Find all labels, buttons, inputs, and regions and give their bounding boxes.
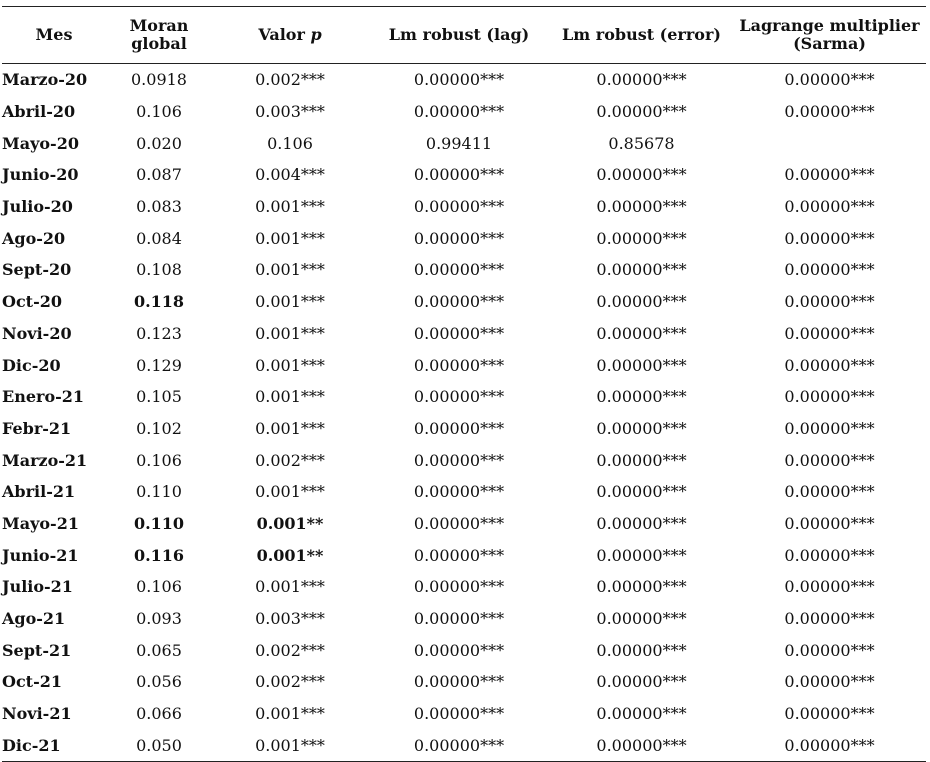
cell-moran-global: 0.106 [136,577,182,597]
cell-lm-robust-lag: 0.00000*** [413,672,505,692]
cell-lm-robust-error: 0.00000*** [596,577,687,597]
table-row [2,64,926,96]
cell-lm-robust-error: 0.00000*** [596,609,687,629]
table-row [2,698,926,730]
cell-mes: Abril-20 [2,102,76,122]
cell-lagrange-sarma: 0.00000*** [784,292,875,312]
cell-lm-robust-lag: 0.00000*** [413,545,505,565]
cell-moran-global: 0.084 [136,228,182,248]
cell-lm-robust-error: 0.00000*** [596,482,687,502]
cell-lm-robust-error: 0.00000*** [596,387,687,407]
table-row [2,222,926,254]
cell-lagrange-sarma: 0.00000*** [784,704,875,724]
cell-lm-robust-error: 0.00000*** [596,672,687,692]
table-row [2,539,926,571]
table-row [2,634,926,666]
cell-lm-robust-lag: 0.00000*** [413,450,505,470]
cell-valor-p: 0.001*** [255,355,325,375]
table-row [2,96,926,128]
cell-lm-robust-lag: 0.00000*** [413,609,505,629]
table-row [2,127,926,159]
cell-moran-global: 0.110 [133,513,185,533]
cell-valor-p: 0.004*** [255,165,325,185]
cell-lm-robust-error: 0.00000*** [596,704,687,724]
cell-valor-p: 0.002*** [255,640,325,660]
cell-mes: Abril-21 [2,482,76,502]
cell-lagrange-sarma: 0.00000*** [784,577,875,597]
cell-mes: Julio-20 [2,197,73,217]
cell-lm-robust-lag: 0.00000*** [413,355,505,375]
cell-mes: Oct-20 [2,292,62,312]
header-p-italic: p [310,25,322,44]
cell-mes: Enero-21 [2,387,85,407]
cell-lagrange-sarma: 0.00000*** [784,609,875,629]
table-row [2,603,926,635]
cell-mes: Junio-20 [2,165,79,185]
cell-lm-robust-error: 0.00000*** [596,355,687,375]
cell-lagrange-sarma: 0.00000*** [784,70,875,90]
header-valor-text: Valor [258,25,311,44]
header-moran-line2: global [131,34,187,53]
cell-lagrange-sarma: 0.00000*** [784,672,875,692]
cell-valor-p: 0.001*** [255,418,325,438]
table-body [2,64,926,762]
cell-valor-p: 0.001*** [255,197,325,217]
cell-moran-global: 0.106 [136,450,182,470]
header-row [2,7,926,64]
table-row [2,159,926,191]
cell-lm-robust-lag: 0.00000*** [413,197,505,217]
cell-lagrange-sarma: 0.00000*** [784,165,875,185]
cell-valor-p: 0.002*** [255,70,325,90]
cell-valor-p: 0.106 [267,133,313,153]
cell-mes: Oct-21 [2,672,62,692]
table-row [2,729,926,761]
cell-moran-global: 0.083 [136,197,182,217]
cell-lagrange-sarma: 0.00000*** [784,102,875,122]
cell-lm-robust-lag: 0.00000*** [413,260,505,280]
cell-mes: Mayo-21 [2,513,79,533]
cell-valor-p: 0.001** [256,513,324,533]
table-row [2,254,926,286]
cell-lm-robust-error: 0.00000*** [596,640,687,660]
cell-lm-robust-lag: 0.00000*** [413,482,505,502]
table-row [2,191,926,223]
cell-lagrange-sarma [733,127,926,159]
cell-mes: Febr-21 [2,418,72,438]
cell-valor-p: 0.003*** [255,609,325,629]
cell-lm-robust-error: 0.00000*** [596,228,687,248]
cell-moran-global: 0.093 [136,609,182,629]
cell-moran-global: 0.065 [136,640,182,660]
table-row [2,413,926,445]
cell-valor-p: 0.001*** [255,260,325,280]
cell-valor-p: 0.001*** [255,577,325,597]
table-row [2,571,926,603]
cell-moran-global: 0.129 [136,355,182,375]
cell-lagrange-sarma: 0.00000*** [784,513,875,533]
cell-moran-global: 0.118 [133,292,185,312]
cell-valor-p: 0.001*** [255,387,325,407]
cell-lm-robust-lag: 0.00000*** [413,577,505,597]
cell-lm-robust-lag: 0.00000*** [413,70,505,90]
cell-lm-robust-error: 0.00000*** [596,260,687,280]
table-row [2,286,926,318]
cell-valor-p: 0.003*** [255,102,325,122]
cell-lm-robust-lag: 0.00000*** [413,165,505,185]
header-lagrange-line1: Lagrange multiplier [739,16,920,35]
cell-moran-global: 0.102 [136,418,182,438]
cell-moran-global: 0.0918 [131,70,187,90]
cell-lm-robust-lag: 0.00000*** [413,387,505,407]
cell-lm-robust-lag: 0.00000*** [413,704,505,724]
cell-moran-global: 0.116 [133,545,185,565]
cell-mes: Sept-21 [2,640,72,660]
cell-lm-robust-error: 0.00000*** [596,735,687,755]
cell-valor-p: 0.001*** [255,482,325,502]
cell-mes: Ago-20 [2,228,66,248]
cell-moran-global: 0.123 [136,323,182,343]
cell-mes: Ago-21 [2,609,66,629]
header-valor-p [212,7,368,64]
cell-lm-robust-lag: 0.00000*** [413,228,505,248]
cell-lm-robust-error: 0.00000*** [596,70,687,90]
header-lagrange-multiplier [733,7,926,64]
cell-mes: Julio-21 [2,577,73,597]
cell-lagrange-sarma: 0.00000*** [784,197,875,217]
table-row [2,318,926,350]
cell-lm-robust-error: 0.00000*** [596,513,687,533]
cell-moran-global: 0.110 [136,482,182,502]
header-moran-line1: Moran [129,16,189,35]
cell-lm-robust-lag: 0.00000*** [413,292,505,312]
cell-lm-robust-lag: 0.00000*** [413,735,505,755]
cell-lm-robust-error: 0.00000*** [596,165,687,185]
cell-lagrange-sarma: 0.00000*** [784,640,875,660]
cell-moran-global: 0.066 [136,704,182,724]
cell-moran-global: 0.087 [136,165,182,185]
cell-mes: Novi-20 [2,323,72,343]
cell-lm-robust-error: 0.00000*** [596,323,687,343]
cell-lagrange-sarma: 0.00000*** [784,450,875,470]
cell-valor-p: 0.001*** [255,323,325,343]
cell-lagrange-sarma: 0.00000*** [784,735,875,755]
cell-lagrange-sarma: 0.00000*** [784,387,875,407]
cell-valor-p: 0.002*** [255,450,325,470]
cell-lagrange-sarma: 0.00000*** [784,418,875,438]
table-header [2,7,926,64]
cell-mes: Mayo-20 [2,133,79,153]
cell-mes: Marzo-21 [2,450,88,470]
cell-moran-global: 0.050 [136,735,182,755]
cell-moran-global: 0.020 [136,133,182,153]
table-row [2,381,926,413]
cell-valor-p: 0.001*** [255,735,325,755]
cell-lm-robust-lag: 0.00000*** [413,418,505,438]
cell-valor-p: 0.001*** [255,228,325,248]
cell-mes: Marzo-20 [2,70,88,90]
cell-lagrange-sarma: 0.00000*** [784,355,875,375]
table-row [2,349,926,381]
table-container [2,6,926,762]
cell-moran-global: 0.105 [136,387,182,407]
cell-lm-robust-error: 0.00000*** [596,418,687,438]
cell-lm-robust-error: 0.85678 [608,133,675,153]
table-row [2,508,926,540]
cell-lm-robust-error: 0.00000*** [596,102,687,122]
cell-lm-robust-error: 0.00000*** [596,450,687,470]
header-lm-robust-error: Lm robust (error) [562,25,721,44]
table-row [2,666,926,698]
cell-lm-robust-lag: 0.00000*** [413,513,505,533]
header-lagrange-line2: (Sarma) [793,34,866,53]
cell-valor-p: 0.001*** [255,704,325,724]
header-mes: Mes [35,25,73,44]
header-lm-robust-lag: Lm robust (lag) [388,25,530,44]
cell-mes: Dic-21 [2,735,61,755]
table-row [2,444,926,476]
cell-lm-robust-error: 0.00000*** [596,197,687,217]
cell-lagrange-sarma: 0.00000*** [784,482,875,502]
cell-moran-global: 0.056 [136,672,182,692]
cell-lagrange-sarma: 0.00000*** [784,545,875,565]
cell-lagrange-sarma: 0.00000*** [784,323,875,343]
cell-mes: Junio-21 [2,545,79,565]
cell-lm-robust-error: 0.00000*** [596,292,687,312]
cell-valor-p: 0.001*** [255,292,325,312]
results-table [2,6,926,762]
cell-mes: Dic-20 [2,355,61,375]
cell-valor-p: 0.002*** [255,672,325,692]
header-moran-global [106,7,212,64]
cell-lm-robust-lag: 0.00000*** [413,102,505,122]
cell-lm-robust-lag: 0.00000*** [413,640,505,660]
cell-lagrange-sarma: 0.00000*** [784,228,875,248]
cell-lm-robust-lag: 0.00000*** [413,323,505,343]
cell-mes: Sept-20 [2,260,72,280]
cell-lagrange-sarma: 0.00000*** [784,260,875,280]
cell-lm-robust-error: 0.00000*** [596,545,687,565]
cell-lm-robust-lag: 0.99411 [425,133,493,153]
cell-moran-global: 0.108 [136,260,182,280]
cell-valor-p: 0.001** [256,545,324,565]
cell-moran-global: 0.106 [136,102,182,122]
table-row [2,476,926,508]
cell-mes: Novi-21 [2,704,72,724]
